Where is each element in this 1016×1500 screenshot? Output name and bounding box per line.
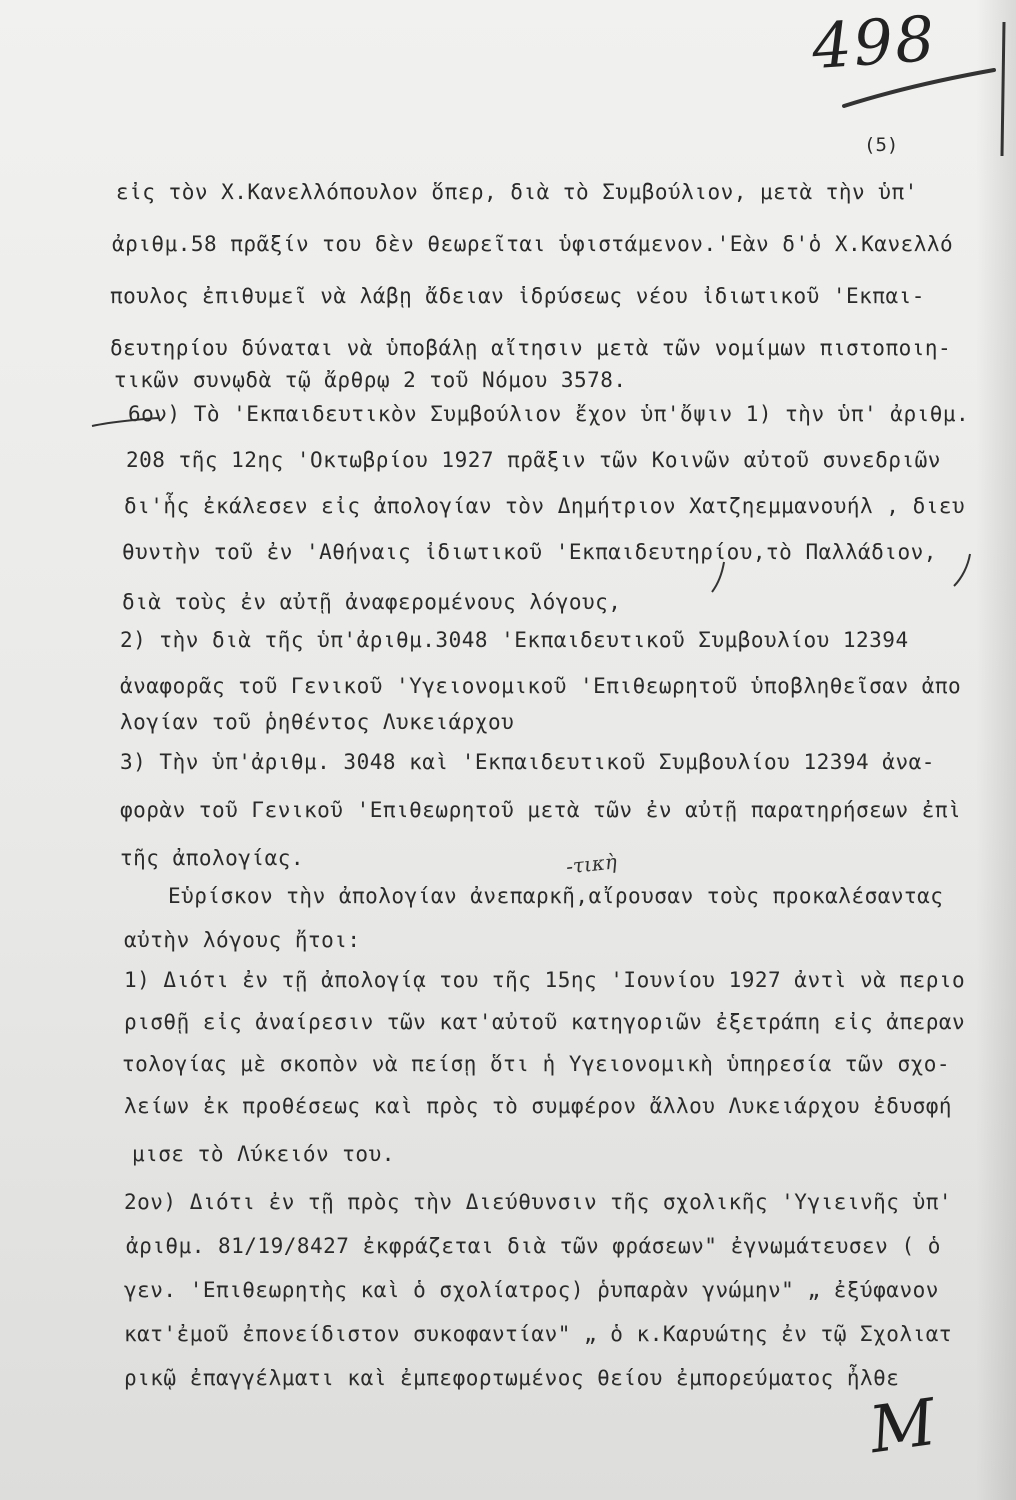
body-line-14: 3) Τὴν ὑπ'ἀριθμ. 3048 καὶ 'Εκπαιδευτικοῦ Συμβουλίου 12394 ἀνα- xyxy=(120,750,935,774)
handwritten-underline-stroke xyxy=(838,62,998,118)
body-line-07: 208 τῆς 12ης 'Οκτωβρίου 1927 πρᾶξιν τῶν Κοινῶν αὐτοῦ συνεδριῶν xyxy=(126,448,941,472)
margin-handwritten-mark xyxy=(90,412,160,436)
body-line-28: ρικῷ ἐπαγγέλματι καὶ ἐμπεφορτωμένος θείου ἐμπορεύματος ἦλθε xyxy=(124,1366,900,1390)
handwritten-initials: Μ xyxy=(865,1385,941,1469)
body-line-04: δευτηρίου δύναται νὰ ὑποβάλῃ αἴτησιν μετὰ τῶν νομίμων πιστοποιη- xyxy=(110,336,952,360)
body-line-10: διὰ τοὺς ἐν αὐτῇ ἀναφερομένους λόγους, xyxy=(122,590,622,614)
typed-page-number: (5) xyxy=(864,134,899,156)
body-line-19: 1) Διότι ἐν τῇ ἀπολογίᾳ του τῆς 15ης 'Ιουνίου 1927 ἀντὶ νὰ περιο xyxy=(124,968,966,992)
scan-edge-shadow xyxy=(976,0,1016,1500)
body-line-16: τῆς ἀπολογίας. xyxy=(120,846,305,870)
handwritten-interlinear-note: -τικὴ xyxy=(564,849,618,879)
body-line-24: 2ον) Διότι ἐν τῇ πρὸς τὴν Διεύθυνσιν τῆς σχολικῆς 'Υγιεινῆς ὑπ' xyxy=(124,1190,953,1214)
body-line-22: λείων ἐκ προθέσεως καὶ πρὸς τὸ συμφέρον ἄλλου Λυκειάρχου ἐδυσφή xyxy=(124,1094,953,1118)
comma-correction-mark-2 xyxy=(952,552,976,588)
body-line-25: ἀριθμ. 81/19/8427 ἐκφράζεται διὰ τῶν φράσεων" ἐγνωμάτευσεν ( ὁ xyxy=(126,1234,941,1258)
body-line-21: τολογίας μὲ σκοπὸν νὰ πείσῃ ὅτι ἡ Υγειονομικὴ ὑπηρεσία τῶν σχο- xyxy=(122,1052,951,1076)
body-line-01: εἰς τὸν Χ.Κανελλόπουλον ὅπερ, διὰ τὸ Συμβούλιον, μετὰ τὴν ὑπ' xyxy=(116,180,918,204)
body-line-27: κατ'ἐμοῦ ἐπονείδιστον συκοφαντίαν" „ ὁ κ.Καρυώτης ἐν τῷ Σχολιατ xyxy=(124,1322,953,1346)
body-line-13: λογίαν τοῦ ῥηθέντος Λυκειάρχου xyxy=(120,710,515,734)
comma-correction-mark xyxy=(708,560,732,594)
body-line-23: μισε τὸ Λύκειόν του. xyxy=(132,1142,395,1166)
body-line-03: πουλος ἐπιθυμεῖ νὰ λάβῃ ἄδειαν ἱδρύσεως νέου ἰδιωτικοῦ 'Εκπαι- xyxy=(110,284,925,308)
body-line-09: θυντὴν τοῦ ἐν 'Αθήναις ἰδιωτικοῦ 'Εκπαιδευτηρίου,τὸ Παλλάδιον, xyxy=(122,540,937,564)
body-line-11: 2) τὴν διὰ τῆς ὑπ'ἀριθμ.3048 'Εκπαιδευτικοῦ Συμβουλίου 12394 xyxy=(120,628,909,652)
body-line-12: ἀναφορᾶς τοῦ Γενικοῦ 'Υγειονομικοῦ 'Επιθεωρητοῦ ὑποβληθεῖσαν ἀπο xyxy=(120,674,962,698)
body-line-15: φορὰν τοῦ Γενικοῦ 'Επιθεωρητοῦ μετὰ τῶν ἐν αὐτῇ παρατηρήσεων ἐπὶ xyxy=(120,798,962,822)
body-line-20: ρισθῇ εἰς ἀναίρεσιν τῶν κατ'αὐτοῦ κατηγοριῶν ἐξετράπη εἰς ἀπεραν xyxy=(124,1010,966,1034)
body-line-02: ἀριθμ.58 πρᾶξίν του δὲν θεωρεῖται ὑφιστάμενον.'Εὰν δ'ὁ Χ.Κανελλό xyxy=(112,232,954,256)
body-line-26: γεν. 'Επιθεωρητὴς καὶ ὁ σχολίατρος) ῥυπαρὰν γνώμην" „ ἐξύφανον xyxy=(124,1278,939,1302)
body-line-08: δι'ἧς ἐκάλεσεν εἰς ἀπολογίαν τὸν Δημήτριον Χατζηεμμανουήλ , διευ xyxy=(124,494,966,518)
handwritten-page-number: 498 xyxy=(809,1,939,84)
body-line-05: τικῶν συνῳδὰ τῷ ἄρθρῳ 2 τοῦ Νόμου 3578. xyxy=(114,368,627,392)
body-line-06: 6ον) Τὸ 'Εκπαιδευτικὸν Συμβούλιον ἔχον ὑπ'ὄψιν 1) τὴν ὑπ' ἀριθμ. xyxy=(128,402,970,426)
body-line-17: Εὑρίσκον τὴν ἀπολογίαν ἀνεπαρκῆ,αἴρουσαν τοὺς προκαλέσαντας xyxy=(168,884,944,908)
right-edge-stroke xyxy=(996,20,1010,160)
body-line-18: αὐτὴν λόγους ἤτοι: xyxy=(124,928,361,952)
